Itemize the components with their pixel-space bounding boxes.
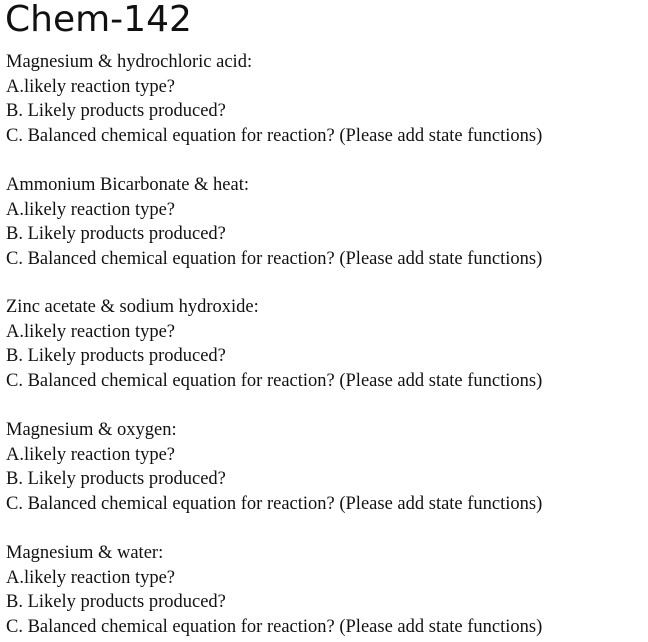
question-part-a: A.likely reaction type? [6,567,176,588]
question-block [6,295,542,393]
question-block [6,541,542,639]
question-heading: Magnesium & hydrochloric acid: [6,52,253,72]
question-heading: Magnesium & oxygen: [6,420,177,440]
question-part-c: C. Balanced chemical equation for reaction? (Please add state functions) [6,370,543,391]
question-part-a: A.likely reaction type? [6,76,176,97]
question-block [6,173,542,271]
question-heading: Zinc acetate & sodium hydroxide: [6,297,259,317]
question-part-c: C. Balanced chemical equation for reaction? (Please add state functions) [6,248,543,269]
document-title: Chem-142 [5,0,192,40]
question-part-b: B. Likely products produced? [6,346,226,366]
question-part-c: C. Balanced chemical equation for reaction? (Please add state functions) [6,616,543,637]
question-part-b: B. Likely products produced? [6,224,226,244]
question-part-c: C. Balanced chemical equation for reaction? (Please add state functions) [6,125,543,146]
question-part-a: A.likely reaction type? [6,321,176,342]
question-heading: Ammonium Bicarbonate & heat: [6,175,250,195]
question-part-b: B. Likely products produced? [6,469,226,489]
question-part-a: A.likely reaction type? [6,444,176,465]
question-block [6,50,542,148]
question-block [6,418,542,516]
question-heading: Magnesium & water: [6,543,164,563]
question-part-c: C. Balanced chemical equation for reaction? (Please add state functions) [6,493,543,514]
question-part-b: B. Likely products produced? [6,592,226,612]
question-part-b: B. Likely products produced? [6,101,226,121]
question-part-a: A.likely reaction type? [6,199,176,220]
